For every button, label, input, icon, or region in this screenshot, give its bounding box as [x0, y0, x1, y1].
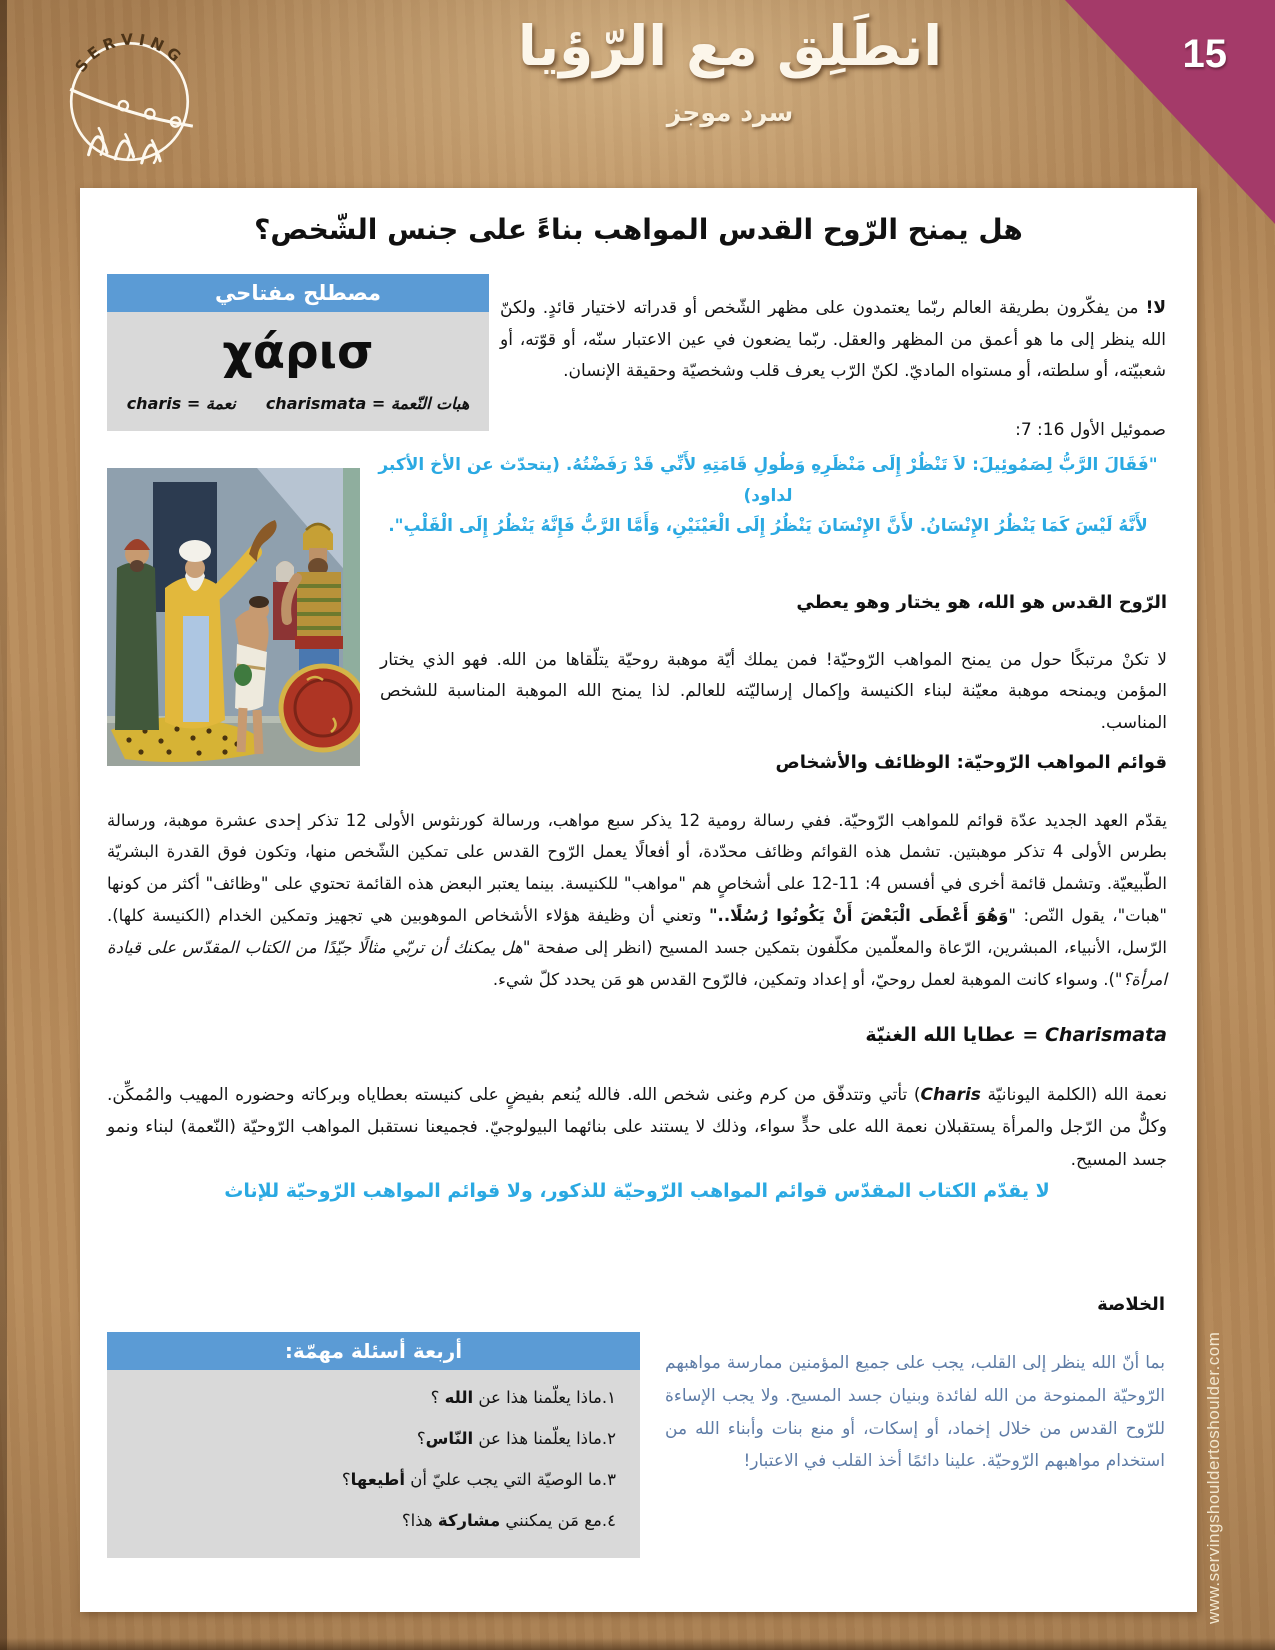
section2-body-part1: يقدّم العهد الجديد عدّة قوائم للمواهب الرّوحيّة. ففي رسالة رومية 12 يذكر سبع مواهب، ورسالة كورنثوس الأولى 12 تذكر إحدى عشرة موهبة، ورسالة بطرس الأولى 4 تذكر موهبتين. تشمل هذه القوائم وظائف محدّدة، أو أفعالًا يعمل الرّوح القدس على تمكين الشّخص منها، وتكون فوق القدرة البشريّة الطّبيعيّة. وتشمل قائمة أخرى في أفسس 4: 11-12 على أشخاصٍ هم "مواهب" للكنيسة. بينما يعتبر البعض هذه القائمة تحتوي على "وظائف" أكثر من كونها "هبات"، يقول النّص: " [107, 810, 1167, 926]
section2-body [107, 805, 1167, 996]
section2-scripture-quote: وَهُوَ أَعْطَى الْبَعْضَ أَنْ يَكُونُوا رُسُلًا.." [708, 906, 1009, 926]
scripture-quote [365, 450, 1171, 542]
question-4-text: ٤.مع مَن يمكنني [500, 1511, 616, 1530]
quote-line-2: لأَنَّهُ لَيْسَ كَمَا يَنْظُرُ الإِنْسَانُ. لأَنَّ الإِنْسَانَ يَنْظُرُ إِلَى الْعَيْنَيْنِ، وَأَمَّا الرَّبُّ فَإِنَّهُ يَنْظُرُ إِلَى الْقَلْبِ". [388, 516, 1148, 537]
question-item-3 [131, 1470, 616, 1489]
quote-line-1: "فَقَالَ الرَّبُّ لِصَمُوئِيلَ: لاَ تَنْظُرْ إِلَى مَنْظَرِهِ وَطُولِ قَامَتِهِ لأَنِّي قَدْ رَفَضْتُهُ. (يتحدّث عن الأخ الأكبر لداود) [378, 455, 1158, 506]
section1-body: لا تكنْ مرتبكًا حول من يمنح المواهب الرّوحيّة! فمن يملك أيّة موهبة روحيّة يتلّقاها من الله. فهو الذي يختار المؤمن ويمنحه موهبة معيّنة لبناء الكنيسة وإكمال إرساليّته للعالم. لذا يمنح الله الموهبة المناسبة للشخص المناسب. [380, 650, 1167, 733]
questions-header: أربعة أسئلة مهمّة: [107, 1332, 640, 1370]
question-3-post: ؟ [341, 1470, 351, 1489]
definition-charis: نعمة = charis [126, 394, 236, 414]
question-1-text: ١.ماذا يعلّمنا هذا عن [473, 1388, 616, 1407]
section3-heading-arabic: = عطايا الله الغنيّة [865, 1024, 1039, 1046]
section2-body-part3: "). وسواء كانت الموهبة لعمل روحيّ، أو إعداد وتمكين، فالرّوح القدس هو مَن يحدد كلّ شيء. [492, 969, 1123, 989]
question-2-bold: النّاس [425, 1429, 474, 1448]
booklet-title: انطَلِق مع الرّؤيا [517, 14, 943, 78]
section3-body-part2: ) تأتي وتتدفّق من كرم وغنى شخص الله. فالله يُنعم بفيضٍ على كنيسته بعطاياه وبركاته وحضوره المهيب والمُمكِّن. وكلٌّ من الرّجل والمرأة يستقبلان نعمة الله على حدٍّ سواء، وذلك لا يستند على بنائهما البيولوجيّ. فجميعنا نستقبل المواهب الرّوحيّة (النّعمة) لبناء ونمو جسد المسيح. [107, 1085, 1167, 1170]
intro-paragraph [500, 293, 1166, 388]
section3-body-latin: Charis [920, 1085, 981, 1105]
section3-heading [107, 1024, 1167, 1046]
summary-heading: الخلاصة [1097, 1294, 1165, 1315]
section2-body-part2: وتعني أن وظيفة هؤلاء الأشخاص الموهوبين هي تجهيز وتمكين الخدام (الكنيسة كلها). الرّسل، الأنبياء، المبشرين، الرّعاة والمعلّمين مكلّفون بتمكين جسد المسيح (انظر إلى صفحة " [107, 906, 1167, 957]
scripture-reference: صموئيل الأول 16: 7: [1015, 420, 1166, 440]
section3-heading-latin: Charismata [1044, 1024, 1167, 1046]
article-title: هل يمنح الرّوح القدس المواهب بناءً على جنس الشّخص؟ [254, 212, 1023, 246]
question-item-4 [131, 1511, 616, 1530]
section2-italic-reference: هل يمكنك أن تربّي مثالًا جيّدًا من الكتاب المقدّس على قيادة امرأة؟ [107, 937, 1167, 989]
logo-text: SERVING [71, 30, 189, 76]
section2-heading: قوائم المواهب الرّوحيّة: الوظائف والأشخاص [775, 752, 1167, 773]
website-url-vertical: www.servingshouldertoshoulder.com [1204, 1331, 1223, 1624]
question-3-bold: أطيعها [350, 1470, 406, 1489]
booklet-subtitle: سرد موجز [666, 98, 794, 127]
serving-logo [62, 30, 200, 168]
blue-statement-banner: لا يقدّم الكتاب المقدّس قوائم المواهب الرّوحيّة للذكور، ولا قوائم المواهب الرّوحيّة للإناث [224, 1180, 1050, 1202]
section3-body [107, 1079, 1167, 1176]
question-4-post: هذا؟ [401, 1511, 438, 1530]
questions-body [107, 1370, 640, 1558]
question-2-text: ٢.ماذا يعلّمنا هذا عن [473, 1429, 616, 1448]
key-term-box [107, 274, 489, 431]
section1-heading: الرّوح القدس هو الله، هو يختار وهو يعطي [796, 592, 1167, 613]
question-2-post: ؟ [416, 1429, 426, 1448]
content-card [80, 188, 1197, 1612]
question-item-1 [131, 1388, 616, 1407]
section3-body-part1: نعمة الله (الكلمة اليونانيّة [980, 1085, 1167, 1105]
summary-body: بما أنّ الله ينظر إلى القلب، يجب على جميع المؤمنين ممارسة مواهبهم الرّوحيّة الممنوحة من الله لفائدة وبنيان جسد المسيح. ولا يجب الإساءة للرّوح القدس من خلال إخماد، أو إسكات، أو منع بنات وأبناء الله من استخدام مواهبهم الرّوحيّة. علينا دائمًا أخذ القلب في الاعتبار! [665, 1353, 1165, 1472]
page-number: 15 [1182, 32, 1227, 76]
svg-text:SERVING [72, 30, 188, 75]
question-3-text: ٣.ما الوصيّة التي يجب عليّ أن [405, 1470, 616, 1489]
question-1-bold: الله [444, 1388, 474, 1407]
question-4-bold: مشاركة [437, 1511, 501, 1530]
question-item-2 [131, 1429, 616, 1448]
question-1-post: ؟ [430, 1388, 445, 1407]
samuel-anointing-david-illustration [107, 468, 360, 766]
greek-term: χάρισ [222, 325, 374, 380]
definition-charismata: هبات النّعمة = charismata [265, 394, 470, 414]
key-term-definitions [115, 394, 481, 413]
key-term-header: مصطلح مفتاحي [107, 274, 489, 312]
intro-lead: لا! [1145, 298, 1166, 318]
intro-text: من يفكّرون بطريقة العالم ربّما يعتمدون على مظهر الشّخص أو قدراته لاختيار قائدٍ. ولكنّ الله ينظر إلى ما هو أعمق من المظهر والعقل. ربّما يضعون في عين الاعتبار سنّه، أو قوّته، أو شعبيّته، أو سلطته، أو مستواه الماديّ. لكنّ الرّب يعرف قلب وشخصيّة وحقيقة الإنسان. [500, 298, 1166, 382]
key-term-body [107, 312, 489, 431]
four-questions-box [107, 1332, 640, 1558]
